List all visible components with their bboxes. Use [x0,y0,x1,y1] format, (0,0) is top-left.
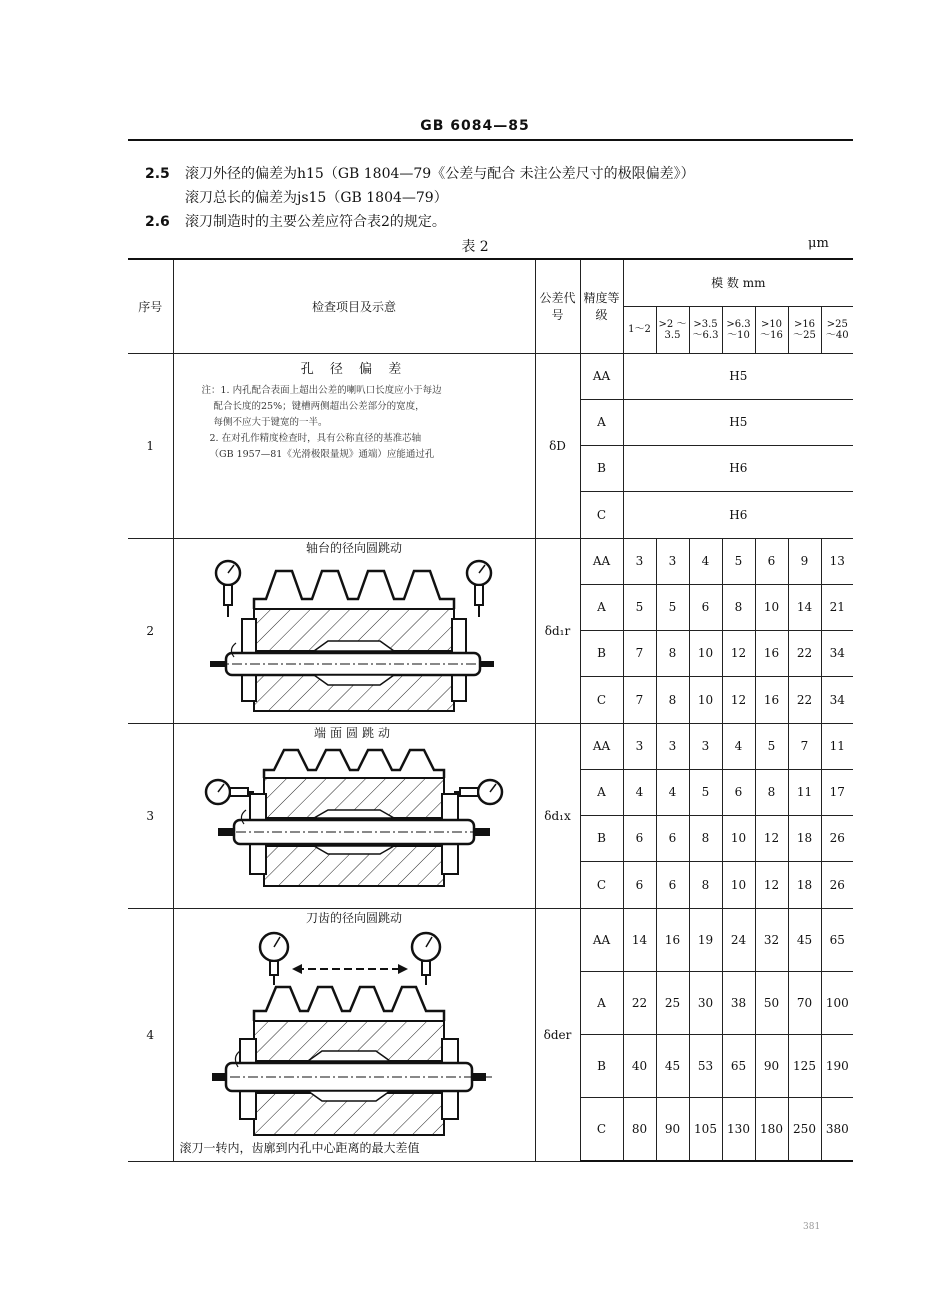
value-cell: 65 [821,908,853,971]
value-cell: 12 [722,630,755,676]
row-value: H6 [623,445,853,491]
item-cell-face-runout [173,723,535,908]
value-cell: 3 [689,723,722,769]
row-grade: C [580,1097,623,1161]
row-grade: A [580,769,623,815]
row-seq: 3 [128,723,173,908]
row-value: H5 [623,399,853,445]
value-cell: 3 [623,723,656,769]
value-cell: 38 [722,971,755,1034]
page-number: 381 [803,1222,821,1232]
row-grade: B [580,1034,623,1097]
value-cell: 8 [722,584,755,630]
row-seq: 4 [128,908,173,1161]
value-cell: 90 [656,1097,689,1161]
item-cell-bore [173,353,535,538]
row-seq: 1 [128,353,173,538]
value-cell: 10 [689,676,722,723]
row-grade: C [580,491,623,538]
item-cell-tooth-radial [173,908,535,1161]
row-grade: AA [580,908,623,971]
value-cell: 12 [722,676,755,723]
value-cell: 10 [722,815,755,861]
value-cell: 4 [656,769,689,815]
value-cell: 50 [755,971,788,1034]
value-cell: 9 [788,538,821,584]
value-cell: 250 [788,1097,821,1161]
row-grade: B [580,630,623,676]
value-cell: 80 [623,1097,656,1161]
row-value: H5 [623,353,853,399]
value-cell: 21 [821,584,853,630]
value-cell: 7 [623,630,656,676]
row-code: δd₁x [535,723,580,908]
value-cell: 40 [623,1034,656,1097]
value-cell: 3 [623,538,656,584]
value-cell: 105 [689,1097,722,1161]
table-unit: μm [808,236,829,251]
row-grade: AA [580,723,623,769]
row-grade: C [580,861,623,908]
value-cell: 10 [689,630,722,676]
tooth-radial-runout-diagram [204,927,504,1139]
value-cell: 24 [722,908,755,971]
value-cell: 53 [689,1034,722,1097]
face-runout-diagram [204,742,504,902]
value-cell: 25 [656,971,689,1034]
value-cell: 5 [755,723,788,769]
header-module: 模 数 mm [623,259,853,306]
value-cell: 17 [821,769,853,815]
value-cell: 11 [788,769,821,815]
center-left [218,828,234,836]
value-cell: 5 [689,769,722,815]
value-cell: 4 [689,538,722,584]
value-cell: 125 [788,1034,821,1097]
item-title: 轴台的径向圆跳动 [305,540,402,555]
row-grade: AA [580,353,623,399]
item-title: 孔 径 偏 差 [300,361,408,377]
item-cell-hub-radial [173,538,535,723]
center-left [210,661,226,667]
value-cell: 65 [722,1034,755,1097]
value-cell: 34 [821,676,853,723]
center-right [480,661,494,667]
header-seq: 序号 [128,259,173,353]
document-header: GB 6084—85 [420,118,530,134]
value-cell: 30 [689,971,722,1034]
value-cell: 5 [623,584,656,630]
value-cell: 22 [788,676,821,723]
value-cell: 6 [656,815,689,861]
value-cell: 8 [755,769,788,815]
teeth-outline [254,987,444,1021]
header-module-range: >10 ～16 [755,306,788,353]
value-cell: 19 [689,908,722,971]
value-cell: 26 [821,861,853,908]
header-grade: 精度等级 [580,259,623,353]
value-cell: 14 [788,584,821,630]
value-cell: 6 [722,769,755,815]
value-cell: 16 [755,676,788,723]
paragraph-text: 滚刀总长的偏差为js15（GB 1804—79） [185,190,448,206]
value-cell: 26 [821,815,853,861]
row-grade: A [580,971,623,1034]
value-cell: 4 [722,723,755,769]
paragraph-2-5 [145,163,695,183]
value-cell: 100 [821,971,853,1034]
row-grade: B [580,445,623,491]
row-grade: C [580,676,623,723]
tolerance-table [128,258,853,1162]
center-right [472,1073,486,1081]
value-cell: 6 [689,584,722,630]
note-line: 每侧不应大于键宽的一半。 [213,416,328,428]
paragraph-text: 滚刀制造时的主要公差应符合表2的规定。 [185,214,446,230]
header-module-range: >6.3 ～10 [722,306,755,353]
value-cell: 380 [821,1097,853,1161]
value-cell: 16 [656,908,689,971]
value-cell: 22 [788,630,821,676]
value-cell: 3 [656,723,689,769]
value-cell: 45 [656,1034,689,1097]
value-cell: 34 [821,630,853,676]
value-cell: 12 [755,815,788,861]
value-cell: 14 [623,908,656,971]
value-cell: 7 [623,676,656,723]
header-rule [128,139,853,141]
center-right [474,828,490,836]
paragraph-number: 2.5 [145,166,170,182]
paragraph-number: 2.6 [145,214,170,230]
value-cell: 130 [722,1097,755,1161]
item-footer: 滚刀一转内，齿廓到内孔中心距离的最大差值 [179,1140,420,1155]
row-grade: A [580,584,623,630]
paragraph-text: 滚刀外径的偏差为h15（GB 1804—79《公差与配合 未注公差尺寸的极限偏差》） [185,166,695,182]
value-cell: 16 [755,630,788,676]
center-left [212,1073,226,1081]
arrow-right-icon [398,964,408,974]
value-cell: 6 [623,815,656,861]
row-seq: 2 [128,538,173,723]
paragraph-2-6 [145,211,446,231]
value-cell: 190 [821,1034,853,1097]
teeth-outline [264,750,444,778]
item-title: 端面圆跳动 [313,725,394,740]
header-module-range: >16 ～25 [788,306,821,353]
header-code: 公差代号 [535,259,580,353]
value-cell: 8 [689,861,722,908]
value-cell: 22 [623,971,656,1034]
value-cell: 11 [821,723,853,769]
value-cell: 32 [755,908,788,971]
item-title: 刀齿的径向圆跳动 [305,910,402,925]
row-grade: AA [580,538,623,584]
note-line: 注：1. 内孔配合表面上超出公差的喇叭口长度应小于每边 [201,384,442,396]
value-cell: 180 [755,1097,788,1161]
item-notes [174,377,535,463]
value-cell: 3 [656,538,689,584]
note-line: 2. 在对孔作精度检查时，具有公称直径的基准芯轴 [209,432,422,444]
row-value: H6 [623,491,853,538]
header-module-range: >2 ～3.5 [656,306,689,353]
row-grade: A [580,399,623,445]
value-cell: 6 [656,861,689,908]
value-cell: 5 [722,538,755,584]
arrow-left-icon [292,964,302,974]
paragraph-2-5-cont [185,187,448,207]
value-cell: 90 [755,1034,788,1097]
row-grade: B [580,815,623,861]
value-cell: 4 [623,769,656,815]
header-module-range: 1～2 [623,306,656,353]
row-code: δd₁r [535,538,580,723]
value-cell: 6 [623,861,656,908]
header-item: 检查项目及示意 [173,259,535,353]
value-cell: 12 [755,861,788,908]
row-code: δder [535,908,580,1161]
teeth-outline [254,571,454,609]
value-cell: 18 [788,815,821,861]
value-cell: 6 [755,538,788,584]
note-line: （GB 1957—81《光滑极限量规》通端）应能通过孔 [209,448,435,460]
value-cell: 8 [656,630,689,676]
value-cell: 18 [788,861,821,908]
value-cell: 8 [689,815,722,861]
value-cell: 45 [788,908,821,971]
header-module-range: >25 ～40 [821,306,853,353]
note-line: 配合长度的25%；键槽两侧超出公差部分的宽度， [213,400,425,412]
row-code: δD [535,353,580,538]
value-cell: 13 [821,538,853,584]
value-cell: 8 [656,676,689,723]
value-cell: 7 [788,723,821,769]
value-cell: 10 [722,861,755,908]
value-cell: 5 [656,584,689,630]
table-title: 表 2 [461,239,489,255]
header-module-range: >3.5 ～6.3 [689,306,722,353]
value-cell: 10 [755,584,788,630]
hub-radial-runout-diagram [204,557,504,717]
value-cell: 70 [788,971,821,1034]
